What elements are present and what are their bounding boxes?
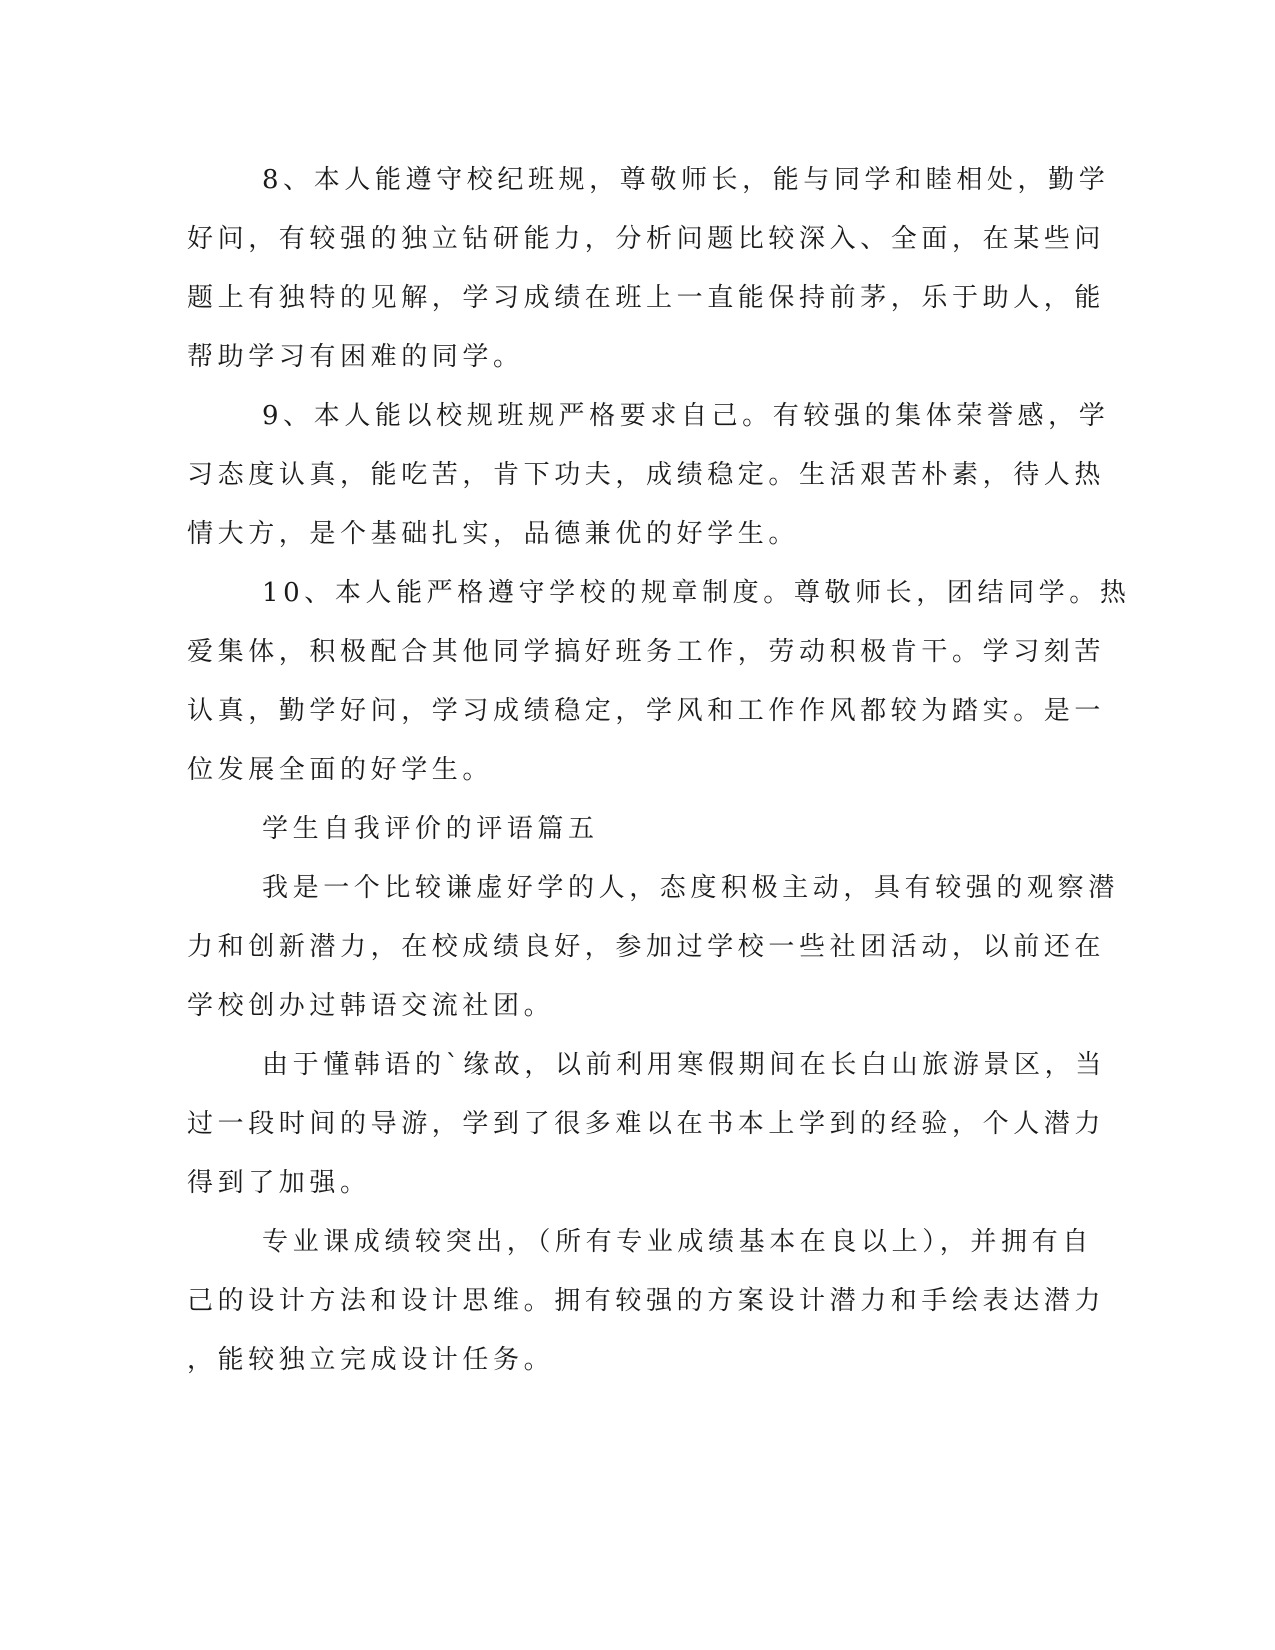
paragraph-8-line-2: 好问，有较强的独立钻研能力，分析问题比较深入、全面，在某些问	[187, 224, 1106, 254]
paragraph-major-line-3: ，能较独立完成设计任务。	[187, 1345, 555, 1375]
paragraph-9-line-3: 情大方，是个基础扎实，品德兼优的好学生。	[187, 519, 800, 549]
paragraph-korean-line-2: 过一段时间的导游，学到了很多难以在书本上学到的经验，个人潜力	[187, 1109, 1106, 1139]
paragraph-8-line-1: 8、本人能遵守校纪班规，尊敬师长，能与同学和睦相处，勤学	[262, 165, 1110, 195]
paragraph-major-line-1: 专业课成绩较突出，（所有专业成绩基本在良以上），并拥有自	[262, 1227, 1093, 1257]
paragraph-self-line-1: 我是一个比较谦虚好学的人，态度积极主动，具有较强的观察潜	[262, 873, 1119, 903]
paragraph-10-line-1: 10、本人能严格遵守学校的规章制度。尊敬师长，团结同学。热	[262, 578, 1131, 608]
paragraph-9-line-2: 习态度认真，能吃苦，肯下功夫，成绩稳定。生活艰苦朴素，待人热	[187, 460, 1106, 490]
section-heading: 学生自我评价的评语篇五	[262, 814, 599, 844]
paragraph-korean-line-3: 得到了加强。	[187, 1168, 371, 1198]
paragraph-10-line-2: 爱集体，积极配合其他同学搞好班务工作，劳动积极肯干。学习刻苦	[187, 637, 1106, 667]
paragraph-10-line-3: 认真，勤学好问，学习成绩稳定，学风和工作作风都较为踏实。是一	[187, 696, 1106, 726]
paragraph-8-line-3: 题上有独特的见解，学习成绩在班上一直能保持前茅，乐于助人，能	[187, 283, 1106, 313]
paragraph-major-line-2: 己的设计方法和设计思维。拥有较强的方案设计潜力和手绘表达潜力	[187, 1286, 1106, 1316]
paragraph-10-line-4: 位发展全面的好学生。	[187, 755, 494, 785]
paragraph-self-line-3: 学校创办过韩语交流社团。	[187, 991, 555, 1021]
paragraph-korean-line-1: 由于懂韩语的`缘故，以前利用寒假期间在长白山旅游景区，当	[262, 1050, 1106, 1080]
paragraph-8-line-4: 帮助学习有困难的同学。	[187, 342, 524, 372]
paragraph-self-line-2: 力和创新潜力，在校成绩良好，参加过学校一些社团活动，以前还在	[187, 932, 1106, 962]
paragraph-9-line-1: 9、本人能以校规班规严格要求自己。有较强的集体荣誉感，学	[262, 401, 1110, 431]
